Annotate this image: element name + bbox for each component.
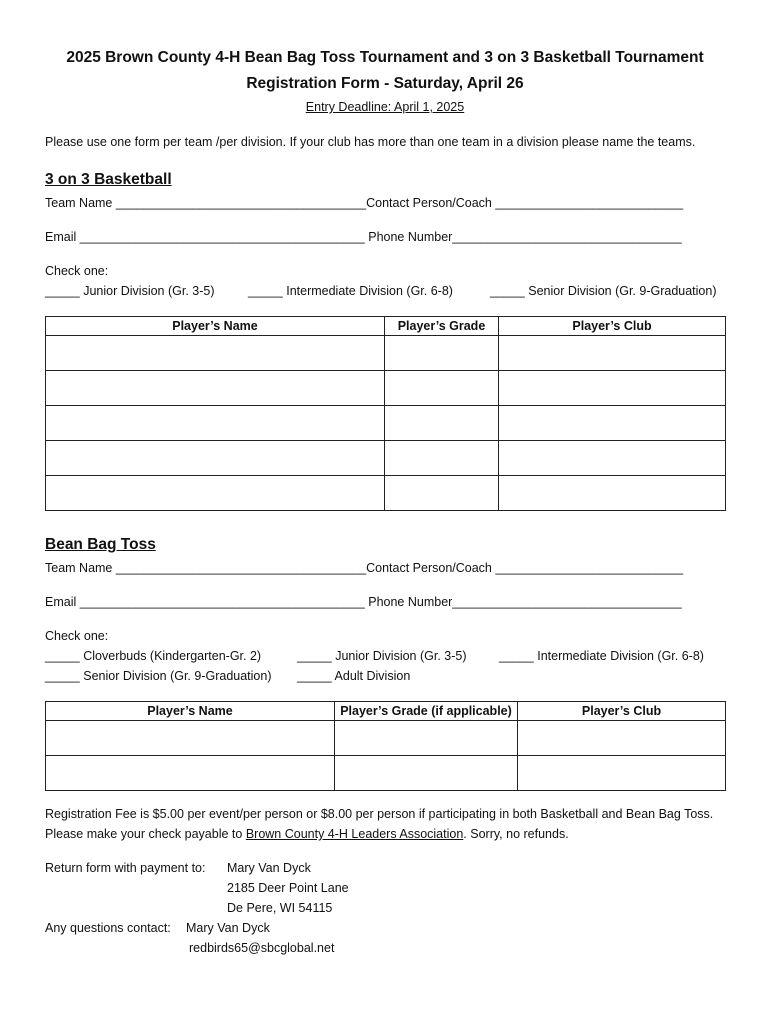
basketball-team-contact-field[interactable]: Team Name ____________________________________Contact Person/Coach ___________________________ [45,196,684,210]
beanbag-division-cloverbuds[interactable]: _____ Cloverbuds (Kindergarten-Gr. 2) [45,649,262,663]
beanbag-division-intermediate[interactable]: _____ Intermediate Division (Gr. 6-8) [499,649,704,663]
basketball-email-phone-field[interactable]: Email _________________________________________ Phone Number_________________________________ [45,230,682,244]
player-grade-cell[interactable] [335,721,518,756]
table-header-row [46,702,726,721]
player-grade-cell[interactable] [385,371,499,406]
column-header-club: Player’s Club [499,317,726,336]
player-club-cell[interactable] [499,406,726,441]
player-grade-cell[interactable] [385,336,499,371]
questions-name: Mary Van Dyck [186,921,270,935]
player-club-cell[interactable] [499,441,726,476]
table-row [46,336,726,371]
return-name: Mary Van Dyck [227,861,311,875]
player-name-cell[interactable] [46,406,385,441]
beanbag-division-junior[interactable]: _____ Junior Division (Gr. 3-5) [297,649,467,663]
player-club-cell[interactable] [499,476,726,511]
beanbag-check-one-label: Check one: [45,629,109,643]
player-grade-cell[interactable] [385,441,499,476]
beanbag-division-senior[interactable]: _____ Senior Division (Gr. 9-Graduation) [45,669,272,683]
table-header-row [46,317,726,336]
table-row [46,721,726,756]
basketball-check-one-label: Check one: [45,264,109,278]
column-header-name: Player’s Name [46,702,335,721]
form-subtitle: Registration Form - Saturday, April 26 [246,75,524,92]
column-header-grade: Player’s Grade (if applicable) [335,702,518,721]
column-header-club: Player’s Club [518,702,726,721]
beanbag-email-phone-field[interactable]: Email _________________________________________ Phone Number_________________________________ [45,595,682,609]
return-city: De Pere, WI 54115 [227,901,333,915]
player-grade-cell[interactable] [385,406,499,441]
player-name-cell[interactable] [46,371,385,406]
form-title: 2025 Brown County 4-H Bean Bag Toss Tournament and 3 on 3 Basketball Tournament [66,49,704,66]
fee-text: Registration Fee is $5.00 per event/per person or $8.00 per person if participating in both Basketball and Bean Bag Toss. [45,807,714,821]
player-name-cell[interactable] [46,721,335,756]
beanbag-team-contact-field[interactable]: Team Name ____________________________________Contact Person/Coach ___________________________ [45,561,684,575]
basketball-division-intermediate[interactable]: _____ Intermediate Division (Gr. 6-8) [248,284,453,298]
table-row [46,406,726,441]
payable-text [45,827,569,841]
table-row [46,756,726,791]
intro-text: Please use one form per team /per division. If your club has more than one team in a division please name the teams. [45,135,696,149]
basketball-division-senior[interactable]: _____ Senior Division (Gr. 9-Graduation) [490,284,717,298]
player-name-cell[interactable] [46,336,385,371]
player-club-cell[interactable] [518,756,726,791]
player-grade-cell[interactable] [335,756,518,791]
player-name-cell[interactable] [46,476,385,511]
basketball-heading: 3 on 3 Basketball [45,171,172,188]
questions-label: Any questions contact: [45,921,171,935]
payee-name: Brown County 4-H Leaders Association [245,827,464,841]
player-name-cell[interactable] [46,441,385,476]
beanbag-division-adult[interactable]: _____ Adult Division [297,669,411,683]
player-name-cell[interactable] [46,756,335,791]
payable-suffix: . Sorry, no refunds. [463,827,569,841]
table-row [46,476,726,511]
basketball-division-junior[interactable]: _____ Junior Division (Gr. 3-5) [45,284,215,298]
basketball-player-table [45,316,726,511]
return-label: Return form with payment to: [45,861,206,875]
player-grade-cell[interactable] [385,476,499,511]
questions-email[interactable]: redbirds65@sbcglobal.net [189,941,335,955]
player-club-cell[interactable] [518,721,726,756]
column-header-name: Player’s Name [46,317,385,336]
player-club-cell[interactable] [499,371,726,406]
payable-prefix: Please make your check payable to [45,827,246,841]
table-row [46,441,726,476]
beanbag-heading: Bean Bag Toss [45,536,156,553]
column-header-grade: Player’s Grade [385,317,499,336]
player-club-cell[interactable] [499,336,726,371]
return-street: 2185 Deer Point Lane [227,881,349,895]
table-row [46,371,726,406]
beanbag-player-table [45,701,726,791]
entry-deadline: Entry Deadline: April 1, 2025 [305,100,465,114]
